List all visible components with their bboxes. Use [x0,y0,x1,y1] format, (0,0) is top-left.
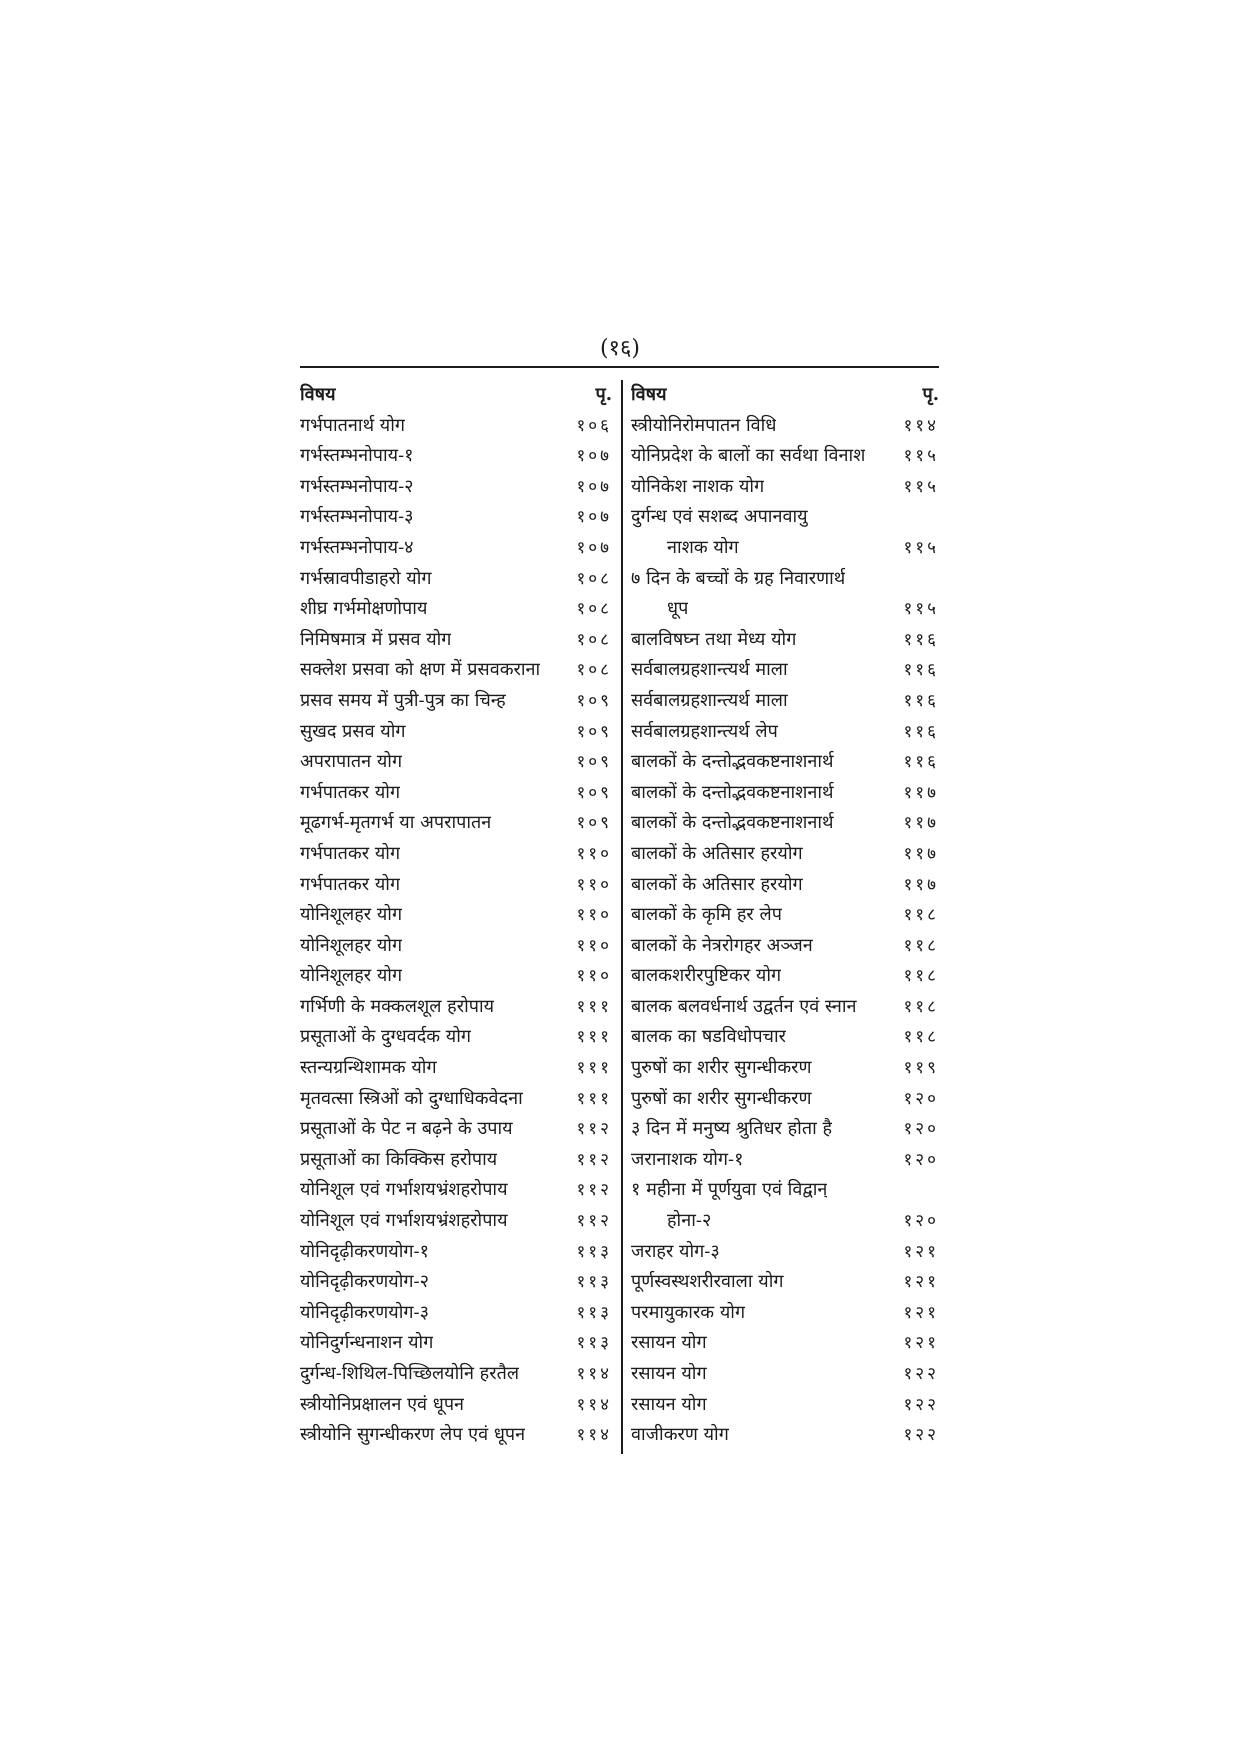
entry-title: गर्भस्तम्भनोपाय-३ [300,506,414,528]
index-entry [300,931,612,962]
index-entry [631,839,939,870]
entry-page-number: १२१ [903,1333,939,1354]
entry-page-number: १०८ [576,660,612,681]
index-entry [631,502,939,533]
index-entry [300,1359,612,1390]
page-number: (१६) [599,336,641,361]
entry-title: दुर्गन्ध एवं सशब्द अपानवायु [631,506,808,528]
entry-page-number: ११५ [903,446,939,467]
entry-title: योनिशूल एवं गर्भाशयभ्रंशहरोपाय [300,1210,508,1232]
entry-title: बालविषघ्न तथा मेध्य योग [631,628,797,650]
index-entry [631,472,939,503]
index-entry [631,1206,939,1237]
top-rule [300,366,939,368]
entry-page-number: ११७ [903,813,939,834]
index-entry [300,625,612,656]
index-entry [300,747,612,778]
entry-page-number: ११६ [903,629,939,650]
entry-title: मूढगर्भ-मृतगर्भ या अपरापातन [300,812,492,834]
entry-title: सर्वबालग्रहशान्त्यर्थ माला [631,659,788,681]
entry-title: गर्भस्तम्भनोपाय-१ [300,445,414,467]
entry-page-number: १०९ [576,721,612,742]
entry-title: गर्भपातनार्थ योग [300,414,406,436]
entry-title: प्रसूताओं का किक्किस हरोपाय [300,1148,498,1170]
entry-page-number: ११७ [903,874,939,895]
index-entry [631,1359,939,1390]
index-entry [631,870,939,901]
index-entry [300,655,612,686]
entry-title: योनिप्रदेश के बालों का सर्वथा विनाश [631,445,866,467]
entry-page-number: १०७ [576,537,612,558]
entry-page-number: ११२ [576,1149,612,1170]
index-entry [631,808,939,839]
entry-title: दुर्गन्ध-शिथिल-पिच्छिलयोनि हरतैल [300,1363,520,1384]
index-entry [300,564,612,595]
entry-page-number: १२२ [903,1425,939,1446]
entry-page-number: ११३ [576,1241,612,1262]
entry-title: योनिकेश नाशक योग [631,475,765,497]
index-entry [300,992,612,1023]
entry-page-number: ११२ [576,1119,612,1140]
entry-title: रसायन योग [631,1332,707,1354]
index-entry [300,502,612,533]
index-entry [300,1206,612,1237]
entry-page-number: १२१ [903,1272,939,1293]
entry-page-number: १०९ [576,782,612,803]
entry-page-number: ११२ [576,1211,612,1232]
index-entry [631,411,939,442]
entry-page-number: १०८ [576,568,612,589]
entry-title: बालकों के दन्तोद्भवकष्टनाशनार्थ [631,812,834,834]
entry-title: गर्भस्तम्भनोपाय-४ [300,536,414,558]
entry-title: परमायुकारक योग [631,1301,746,1323]
entry-title: स्त्रीयोनिरोमपातन विधि [631,414,777,436]
index-entry [631,1114,939,1145]
entry-title: नाशक योग [667,536,739,558]
entry-title: प्रसूताओं के दुग्धवर्दक योग [300,1026,472,1048]
entry-page-number: ११६ [903,752,939,773]
entry-title: गर्भपातकर योग [300,842,401,864]
entry-page-number: १०७ [576,507,612,528]
entry-title: मृतवत्सा स्त्रिओं को दुग्धाधिकवेदना [300,1087,523,1109]
index-entry [300,717,612,748]
entry-title: स्तन्यग्रन्थिशामक योग [300,1057,437,1079]
index-entry [300,1084,612,1115]
index-entry [300,441,612,472]
index-entry [631,931,939,962]
entry-page-number: ११६ [903,690,939,711]
entry-page-number: ११७ [903,843,939,864]
entry-page-number: ११० [576,843,612,864]
entry-title: योनिशूलहर योग [300,965,403,987]
entry-page-number: ११२ [576,1180,612,1201]
entry-title: रसायन योग [631,1393,707,1415]
index-entry [300,900,612,931]
index-entry [300,870,612,901]
index-entry [300,1390,612,1421]
index-entry [300,1267,612,1298]
entry-title: प्रसव समय में पुत्री-पुत्र का चिन्ह [300,689,506,711]
entry-page-number: १२० [903,1119,939,1140]
right-column [631,380,939,1451]
entry-page-number: ११८ [903,966,939,987]
entry-page-number: ११६ [903,721,939,742]
index-entry [631,747,939,778]
entry-page-number: १०९ [576,690,612,711]
entry-title: सुखद प्रसव योग [300,720,406,742]
entry-title: ७ दिन के बच्चों के ग्रह निवारणार्थ [631,567,846,589]
index-entry [300,686,612,717]
entry-page-number: ११५ [903,537,939,558]
index-entry [631,1084,939,1115]
entry-title: रसायन योग [631,1363,707,1384]
entry-title: योनिशूल एवं गर्भाशयभ्रंशहरोपाय [300,1179,508,1201]
subject-heading: विषय [300,384,336,405]
entry-page-number: ११४ [576,1364,612,1384]
index-entry [300,533,612,564]
entry-page-number: १२० [903,1211,939,1232]
entry-page-number: ११४ [576,1394,612,1415]
entry-title: ३ दिन में मनुष्य श्रुतिधर होता है [631,1118,833,1140]
index-entry [300,1175,612,1206]
entry-page-number: १११ [576,1088,612,1109]
entry-page-number: ११५ [903,476,939,497]
entry-page-number: ११८ [903,935,939,956]
entry-page-number: ११४ [903,415,939,436]
entry-page-number: ११० [576,966,612,987]
index-entry [631,1022,939,1053]
entry-page-number: ११८ [903,905,939,926]
entry-title: १ महीना में पूर्णयुवा एवं विद्वान् [631,1179,828,1201]
index-entry [300,1298,612,1329]
entry-title: बालकों के अतिसार हरयोग [631,873,803,895]
index-entry [300,1114,612,1145]
entry-title: अपरापातन योग [300,751,403,773]
index-entry [631,441,939,472]
index-entry [631,1267,939,1298]
entry-title: गर्भस्तम्भनोपाय-२ [300,475,414,497]
index-entry [631,1175,939,1206]
index-entry [300,411,612,442]
entry-page-number: ११० [576,935,612,956]
index-entry [300,594,612,625]
entry-title: योनिशूलहर योग [300,904,403,926]
entry-page-number: ११४ [576,1425,612,1446]
entry-title: गर्भपातकर योग [300,873,401,895]
entry-title: निमिषमात्र में प्रसव योग [300,628,452,650]
entry-page-number: १०८ [576,629,612,650]
entry-title: योनिदृढ़ीकरणयोग-२ [300,1271,429,1293]
entry-page-number: १०७ [576,476,612,497]
entry-page-number: १०८ [576,599,612,620]
left-column [300,380,612,1451]
entry-title: बालकों के दन्तोद्भवकष्टनाशनार्थ [631,751,834,773]
entry-page-number: १०६ [576,415,612,436]
index-entry [300,808,612,839]
index-entry [300,778,612,809]
entry-title: प्रसूताओं के पेट न बढ़ने के उपाय [300,1118,513,1140]
entry-title: बालकों के नेत्ररोगहर अञ्जन [631,934,813,956]
entry-page-number: १२० [903,1088,939,1109]
entry-title: बालकों के अतिसार हरयोग [631,842,803,864]
index-entry [631,1145,939,1176]
entry-page-number: ११६ [903,660,939,681]
entry-page-number: ११३ [576,1302,612,1323]
right-header [631,380,939,411]
index-entry [631,1328,939,1359]
index-entry [631,1420,939,1451]
left-header [300,380,612,411]
index-entry [631,717,939,748]
index-entry [631,686,939,717]
index-entry [300,1022,612,1053]
entry-title: धूप [667,598,689,620]
entry-title: पुरुषों का शरीर सुगन्धीकरण [631,1057,812,1079]
page-heading: पृ. [595,384,612,405]
entry-page-number: ११० [576,874,612,895]
entry-title: गर्भस्रावपीडाहरो योग [300,567,432,589]
entry-title: बालक का षडविधोपचार [631,1026,787,1048]
entry-title: गर्भपातकर योग [300,781,401,803]
entry-page-number: १०९ [576,813,612,834]
entry-title: योनिशूलहर योग [300,934,403,956]
entry-title: बालकों के दन्तोद्भवकष्टनाशनार्थ [631,781,834,803]
entry-title: स्त्रीयोनिप्रक्षालन एवं धूपन [300,1393,465,1415]
entry-page-number: ११७ [903,782,939,803]
index-entry [631,992,939,1023]
entry-title: योनिदृढ़ीकरणयोग-३ [300,1301,429,1323]
entry-page-number: ११३ [576,1272,612,1293]
index-entry [631,1053,939,1084]
index-entry [631,900,939,931]
entry-title: बालकशरीरपुष्टिकर योग [631,965,782,987]
entry-title: वाजीकरण योग [631,1424,729,1446]
index-entry [300,472,612,503]
index-entry [631,1298,939,1329]
entry-page-number: १२१ [903,1241,939,1262]
index-entry [300,1237,612,1268]
index-entry [300,1328,612,1359]
index-entry [300,961,612,992]
entry-title: बालक बलवर्धनार्थ उद्वर्तन एवं स्नान [631,995,857,1017]
entry-title: गर्भिणी के मक्कलशूल हरोपाय [300,995,495,1017]
index-entry [631,533,939,564]
entry-page-number: १२० [903,1149,939,1170]
index-entry [631,1237,939,1268]
index-entry [631,594,939,625]
subject-heading: विषय [631,384,667,405]
entry-title: जराहर योग-३ [631,1240,720,1262]
entry-page-number: १११ [576,1027,612,1048]
index-entry [631,564,939,595]
entry-title: बालकों के कृमि हर लेप [631,904,782,926]
entry-page-number: १२१ [903,1302,939,1323]
entry-title: स्त्रीयोनि सुगन्धीकरण लेप एवं धूपन [300,1424,526,1446]
entry-title: शीघ्र गर्भमोक्षणोपाय [300,598,428,620]
entry-page-number: ११८ [903,1027,939,1048]
entry-page-number: १११ [576,1058,612,1079]
entry-title: सक्लेश प्रसवा को क्षण में प्रसवकराना [300,659,541,681]
index-entry [631,625,939,656]
index-entry [300,839,612,870]
entry-page-number: १०७ [576,446,612,467]
entry-page-number: १११ [576,996,612,1017]
entry-title: सर्वबालग्रहशान्त्यर्थ लेप [631,720,778,742]
column-divider [621,380,623,1454]
entry-page-number: ११५ [903,599,939,620]
page-heading: पृ. [922,384,939,405]
index-entry [300,1420,612,1451]
index-entry [631,961,939,992]
index-entry [631,655,939,686]
entry-title: योनिदुर्गन्धनाशन योग [300,1332,434,1354]
entry-title: पूर्णस्वस्थशरीरवाला योग [631,1271,784,1293]
entry-page-number: ११० [576,905,612,926]
entry-title: सर्वबालग्रहशान्त्यर्थ माला [631,689,788,711]
entry-title: जरानाशक योग-१ [631,1148,744,1170]
index-entry [631,778,939,809]
index-entry [631,1390,939,1421]
entry-page-number: ११९ [903,1058,939,1079]
entry-title: योनिदृढ़ीकरणयोग-१ [300,1240,429,1262]
index-entry [300,1145,612,1176]
index-entry [300,1053,612,1084]
entry-page-number: ११८ [903,996,939,1017]
entry-page-number: ११३ [576,1333,612,1354]
entry-page-number: १२२ [903,1394,939,1415]
entry-title: होना-२ [667,1210,712,1232]
entry-page-number: १०९ [576,752,612,773]
entry-title: पुरुषों का शरीर सुगन्धीकरण [631,1087,812,1109]
entry-page-number: १२२ [903,1364,939,1384]
